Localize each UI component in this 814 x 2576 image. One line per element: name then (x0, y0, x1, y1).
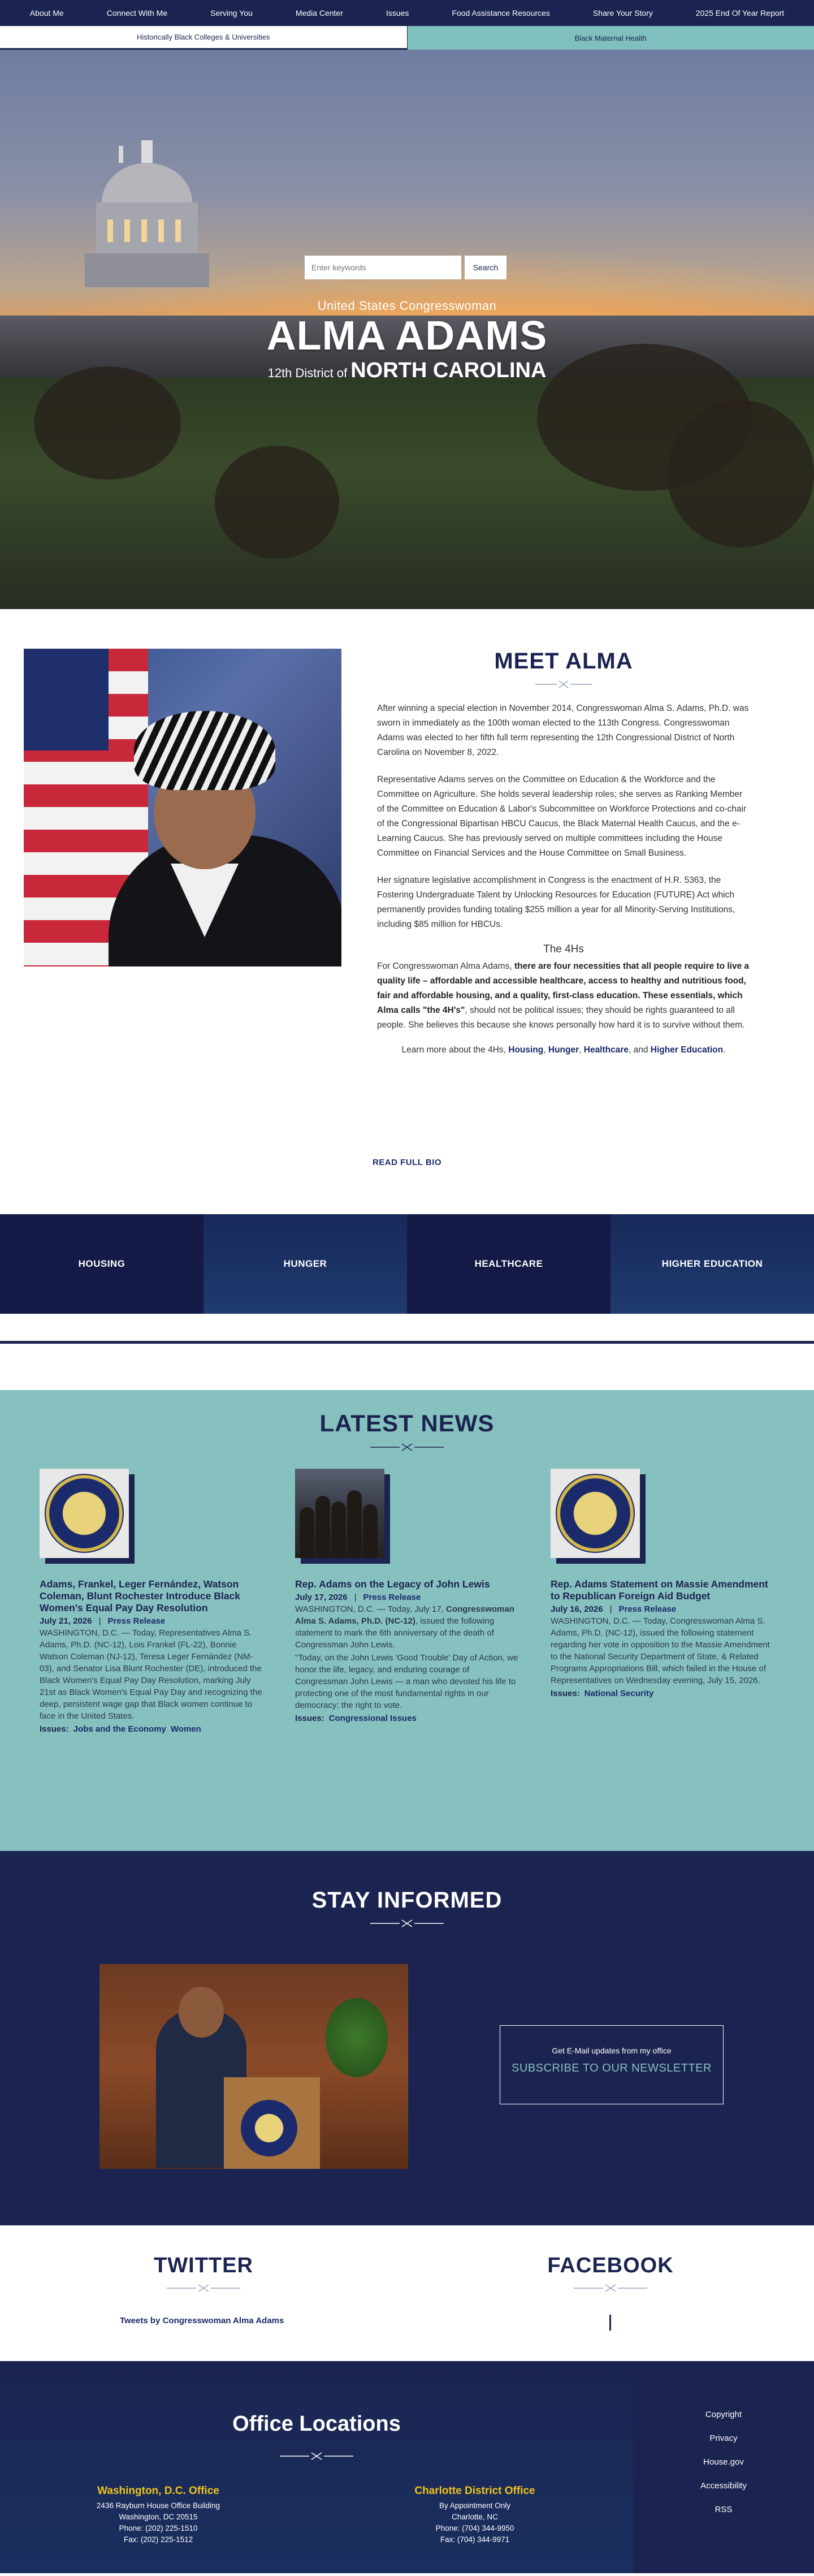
search-button[interactable]: Search (465, 256, 506, 279)
footer-link-house-gov[interactable]: House.gov (703, 2457, 744, 2467)
meet-alma-title: MEET ALMA (494, 649, 633, 674)
house-seal-icon (45, 1474, 124, 1553)
footer-links (633, 2361, 814, 2573)
latest-news-section (0, 1390, 814, 1851)
tile-hunger[interactable]: HUNGER (204, 1214, 407, 1314)
news-meta: July 16, 2026 | Press Release (551, 1604, 677, 1614)
house-seal-icon (556, 1474, 635, 1553)
office-locations (0, 2361, 633, 2573)
link-hunger[interactable]: Hunger (548, 1045, 579, 1055)
twitter-column (62, 2254, 345, 2293)
striped-hat (134, 711, 275, 790)
ornament-divider-icon (280, 2452, 353, 2461)
news-card (551, 1469, 777, 1698)
nav-media-center[interactable]: Media Center (295, 8, 343, 18)
nav-issues[interactable]: Issues (386, 8, 409, 18)
news-category-link[interactable]: Press Release (107, 1616, 166, 1626)
office-locations-title: Office Locations (232, 2412, 401, 2436)
tile-higher-education[interactable]: HIGHER EDUCATION (610, 1214, 814, 1314)
tile-healthcare[interactable]: HEALTHCARE (407, 1214, 610, 1314)
news-issues: Issues: National Security (551, 1689, 654, 1698)
meet-alma-section (0, 609, 814, 1214)
twitter-feed-link[interactable]: Tweets by Congresswoman Alma Adams (120, 2316, 284, 2325)
nav-share-your-story[interactable]: Share Your Story (592, 8, 653, 18)
issue-link[interactable]: Women (170, 1724, 201, 1734)
tree (667, 400, 814, 547)
footer (0, 2361, 814, 2573)
issue-link[interactable]: Jobs and the Economy (73, 1724, 166, 1734)
search-input[interactable] (305, 256, 461, 279)
news-excerpt: WASHINGTON, D.C. — Today, July 17, Congresswoman Alma S. Adams, Ph.D. (NC-12), issued the following statement to mark the 6th anniversary of the death of Congressman John Lewis. (295, 1604, 514, 1650)
social-section (0, 2225, 814, 2361)
facebook-feed-placeholder (609, 2315, 611, 2331)
podium-photo (99, 1964, 408, 2169)
issue-link[interactable]: Congressional Issues (328, 1714, 417, 1723)
subnav-hbcu[interactable]: Historically Black Colleges & Universities (0, 26, 408, 50)
capitol-dome-illustration (85, 140, 209, 287)
ornament-divider-icon (370, 1443, 444, 1452)
crowd-photo (295, 1469, 384, 1558)
stay-informed-section (0, 1851, 814, 2225)
site-search (305, 256, 506, 279)
district-prefix: 12th District of (267, 366, 348, 380)
footer-link-privacy[interactable]: Privacy (709, 2433, 738, 2443)
news-title[interactable]: Rep. Adams Statement on Massie Amendment to Republican Foreign Aid Budget (551, 1578, 768, 1602)
footer-link-accessibility[interactable]: Accessibility (700, 2481, 747, 2491)
nav-connect-with-me[interactable]: Connect With Me (106, 8, 168, 18)
link-housing[interactable]: Housing (508, 1045, 544, 1055)
link-healthcare[interactable]: Healthcare (583, 1045, 629, 1055)
news-excerpt: WASHINGTON, D.C. — Today, Congresswoman Alma S. Adams, Ph.D. (NC-12), issued the following statement regarding her vote in opposition to the Massie Amendment to the National Security Department of State, & Related Programs Appropriations Bill, which failed in the House of Representatives on Wednesday evening, July 15, 2026. (551, 1616, 770, 1685)
news-issues: Issues: Congressional Issues (295, 1714, 417, 1723)
news-title[interactable]: Rep. Adams on the Legacy of John Lewis (295, 1578, 490, 1590)
news-card (295, 1469, 521, 1723)
dc-office-name: Washington, D.C. Office (97, 2485, 219, 2497)
charlotte-office: Charlotte District Office By Appointment Only Charlotte, NC Phone: (704) 344-9950 Fax: (704) 344-9971 (379, 2486, 571, 2545)
tile-housing[interactable]: HOUSING (0, 1214, 204, 1314)
bio-paragraph: Representative Adams serves on the Committee on Education & the Workforce and the Committee on Agriculture. She holds several leadership roles; she serves as Ranking Member of the Committee on Education & Labor's Subcommittee on Workforce Protections and co-chair of the Congressional Bipartisan HBCU Caucus, the Black Maternal Health Caucus, and the e-Learning Caucus. She has previously served on multiple committees including the House Committee on Financial Services and the House Committee on Small Business. (377, 775, 747, 858)
issue-link[interactable]: National Security (584, 1689, 654, 1698)
hero-title (0, 299, 814, 383)
nav-food-assistance[interactable]: Food Assistance Resources (452, 8, 550, 18)
tree (34, 366, 181, 480)
read-bio-wrap (0, 1158, 814, 1168)
bio-paragraph: After winning a special election in November 2014, Congresswoman Alma S. Adams, Ph.D. was sworn in immediately as the 100th woman elected to the 113th Congress. Congresswoman Adams was elected to her fifth full term representing the 12th Congressional District of North Carolina on November 8, 2022. (377, 704, 749, 757)
news-thumbnail[interactable] (40, 1469, 135, 1564)
portrait-photo (24, 649, 341, 966)
subnav-black-maternal-health[interactable]: Black Maternal Health (408, 26, 814, 50)
nav-about-me[interactable]: About Me (29, 8, 64, 18)
bio-paragraph: Her signature legislative accomplishment in Congress is the enactment of H.R. 5363, the Fostering Undergraduate Talent by Unlocking Resources for Education (FUTURE) Act which permanently provides funding totaling $255 million a year for all Minority-Serving Institutions, including $85 million for HBCUs. (377, 875, 735, 929)
ornament-divider-icon (574, 2284, 647, 2293)
news-card (40, 1469, 266, 1734)
section-divider (0, 1314, 814, 1390)
footer-link-rss[interactable]: RSS (715, 2505, 733, 2514)
news-category-link[interactable]: Press Release (618, 1604, 677, 1614)
dc-office: Washington, D.C. Office 2436 Rayburn House Office Building Washington, DC 20515 Phone: (202) 225-1510 Fax: (202) 225-1512 (62, 2486, 254, 2545)
read-full-bio-link[interactable]: READ FULL BIO (372, 1158, 442, 1167)
latest-news-title: LATEST NEWS (319, 1410, 495, 1436)
news-issues: Issues: Jobs and the Economy Women (40, 1724, 201, 1734)
four-hs-paragraph: For Congresswoman Alma Adams, there are four necessities that all people require to live a quality life – affordable and accessible healthcare, access to healthy and nutritious food, fair and affordable housing, and a quality, first-class education. These essentials, which Alma calls "the 4H's", should not be political issues; they should be rights guaranteed to all people. She believes this because she knows personally how hard it is to survive without them. (377, 961, 750, 1030)
footer-link-copyright[interactable]: Copyright (705, 2410, 742, 2419)
news-excerpt: WASHINGTON, D.C. — Today, Representatives Alma S. Adams, Ph.D. (NC-12), Lois Frankel (FL-22), Bonnie Watson Coleman (NJ-12), Teresa Leger Fernández (NM-03), and Senator Lisa Blunt Rochester (DE), introduced the Black Women's Equal Pay Day Resolution, marking July 21st as Black Women's Equal Pay Day and recognizing the deep, persistent wage gap that Black women continue to face in the United States. (40, 1628, 262, 1721)
top-navigation (0, 0, 814, 26)
news-thumbnail[interactable] (551, 1469, 646, 1564)
hero-district (0, 359, 814, 383)
stay-informed-title: STAY INFORMED (311, 1888, 503, 1913)
news-meta: July 17, 2026 | Press Release (295, 1593, 421, 1602)
nav-end-of-year-report[interactable]: 2025 End Of Year Report (695, 8, 785, 18)
news-title[interactable]: Adams, Frankel, Leger Fernández, Watson Coleman, Blunt Rochester Introduce Black Women's Equal Pay Day Resolution (40, 1578, 240, 1613)
podium-seal-icon (241, 2100, 297, 2156)
four-hs-title: The 4Hs (543, 943, 584, 955)
nav-serving-you[interactable]: Serving You (210, 8, 253, 18)
hero-subtitle: United States Congresswoman (317, 299, 497, 313)
twitter-title: TWITTER (154, 2254, 253, 2277)
newsletter-box (500, 2025, 724, 2104)
learn-more-line: Learn more about the 4Hs, Housing, Hunger, Healthcare, and Higher Education. (401, 1045, 726, 1055)
link-higher-education[interactable]: Higher Education (650, 1045, 724, 1055)
sub-navigation (0, 26, 814, 50)
flag-canton (24, 649, 109, 750)
ornament-divider-icon (370, 1919, 444, 1928)
news-thumbnail[interactable] (295, 1469, 390, 1564)
news-grid (0, 1469, 814, 1808)
hero-banner (0, 50, 814, 609)
news-excerpt-quote: "Today, on the John Lewis 'Good Trouble' Day of Action, we honor the life, legacy, and enduring courage of Congressman John Lewis — a man who devoted his life to protecting one of the most fundamental rights in our democracy: the right to vote. (295, 1653, 518, 1710)
facebook-column (469, 2254, 752, 2293)
news-meta: July 21, 2026 | Press Release (40, 1616, 166, 1626)
facebook-title: FACEBOOK (547, 2254, 674, 2277)
tree (215, 446, 339, 559)
charlotte-office-name: Charlotte District Office (414, 2485, 535, 2497)
subscribe-newsletter-link[interactable]: SUBSCRIBE TO OUR NEWSLETTER (512, 2062, 712, 2074)
district-state: NORTH CAROLINA (350, 359, 547, 382)
hero-name: ALMA ADAMS (266, 313, 548, 359)
newsletter-caption: Get E-Mail updates from my office (552, 2046, 672, 2055)
meet-alma-text (377, 649, 750, 1058)
news-category-link[interactable]: Press Release (363, 1593, 421, 1602)
issue-tiles (0, 1214, 814, 1314)
ornament-divider-icon (535, 680, 592, 689)
ornament-divider-icon (167, 2284, 240, 2293)
